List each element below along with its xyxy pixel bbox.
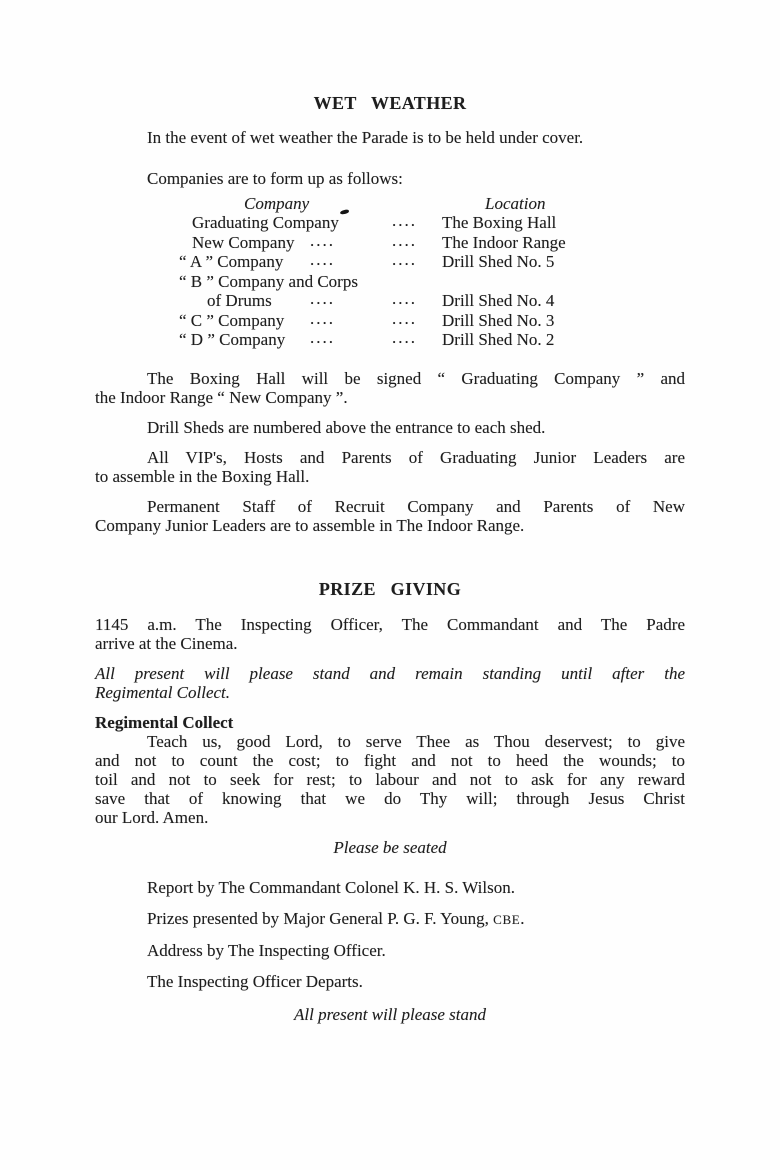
table-cell-location: Drill Shed No. 4 — [442, 291, 555, 310]
seated-notice: Please be seated — [333, 837, 447, 857]
form-up-line: Companies are to form up as follows: — [147, 169, 403, 188]
regimental-collect-text — [95, 732, 685, 827]
table-cell-company: of Drums — [207, 291, 272, 310]
table-row — [179, 328, 685, 350]
table-cell-location: The Indoor Range — [442, 232, 566, 252]
table-cell-location: The Boxing Hall — [442, 213, 557, 232]
paragraph-arrival — [95, 615, 685, 653]
paragraph-line: All present will please stand and remain standing until after the — [95, 663, 685, 683]
table-cell-company: Graduating Company — [192, 213, 339, 232]
table-cell-company: New Company — [192, 232, 295, 252]
regimental-collect-heading: Regimental Collect — [95, 712, 234, 732]
paragraph-line: Company Junior Leaders are to assemble in The Indoor Range. — [95, 515, 525, 535]
table-row — [179, 250, 685, 272]
dot-leader: .... — [310, 250, 335, 269]
table-header-location: Location — [485, 194, 546, 213]
paragraph-line: Permanent Staff of Recruit Company and Parents of New — [147, 496, 685, 516]
table-row — [179, 271, 685, 292]
paragraph-sheds: Drill Sheds are numbered above the entrance to each shed. — [147, 417, 546, 437]
dot-leader: .... — [310, 230, 335, 250]
table-cell-company: “ D ” Company — [179, 330, 286, 349]
table-row — [192, 213, 685, 233]
paragraph-line: The Boxing Hall will be signed “ Graduating Company ” and — [147, 368, 685, 388]
dot-leader: .... — [392, 289, 417, 308]
table-cell-location: Drill Shed No. 2 — [442, 330, 555, 349]
prizes-line-text: Prizes presented by Major General P. G. F. Young, — [147, 908, 494, 928]
table-header-company: Company — [244, 194, 310, 213]
table-cell-location: Drill Shed No. 5 — [442, 252, 555, 271]
table-row — [192, 230, 685, 253]
paragraph-vips — [95, 448, 685, 486]
table-header-row — [192, 194, 685, 213]
prize-giving-title: PRIZE GIVING — [318, 578, 462, 599]
paragraph-staff — [95, 497, 685, 535]
report-line: Report by The Commandant Colonel K. H. S. Wilson. — [147, 877, 515, 897]
prizes-line — [95, 909, 685, 929]
page-content — [95, 0, 685, 1024]
dot-leader: .... — [310, 289, 335, 308]
paragraph-line: and not to count the cost; to fight and not to heed the wounds; to — [95, 750, 685, 770]
address-line: Address by The Inspecting Officer. — [147, 940, 386, 960]
dot-leader: .... — [392, 250, 417, 269]
paragraph-line: toil and not to seek for rest; to labour and not to ask for any reward — [95, 769, 685, 789]
prizes-line-period: . — [520, 908, 525, 928]
paragraph-line: arrive at the Cinema. — [95, 633, 238, 653]
dot-leader: .... — [310, 308, 335, 328]
dot-leader: .... — [310, 328, 335, 347]
table-cell-company: “ A ” Company — [179, 252, 284, 271]
table-row — [192, 291, 685, 311]
paragraph-line: save that of knowing that we do Thy will; through Jesus Christ — [95, 788, 685, 808]
table-cell-location: Drill Shed No. 3 — [442, 310, 555, 330]
table-cell-company: “ B ” Company and Corps — [179, 271, 358, 291]
dot-leader: .... — [392, 328, 417, 347]
dot-leader: .... — [392, 308, 417, 328]
paragraph-line: the Indoor Range “ New Company ”. — [95, 387, 348, 407]
table-row — [179, 308, 685, 331]
company-location-table — [179, 194, 685, 350]
paragraph-line: to assemble in the Boxing Hall. — [95, 466, 310, 486]
paragraph-line: Regimental Collect. — [95, 682, 231, 702]
dot-leader: .... — [392, 230, 417, 250]
paragraph-signed — [95, 369, 685, 407]
paragraph-line: All VIP's, Hosts and Parents of Graduating Junior Leaders are — [147, 447, 685, 467]
paragraph-line: our Lord. Amen. — [95, 807, 209, 827]
paragraph-line: Teach us, good Lord, to serve Thee as Thou deservest; to give — [147, 731, 685, 751]
stand-notice — [95, 664, 685, 702]
stand-final-notice: All present will please stand — [293, 1004, 487, 1024]
wet-weather-intro: In the event of wet weather the Parade is to be held under cover. — [147, 128, 584, 147]
departs-line: The Inspecting Officer Departs. — [147, 971, 363, 991]
dot-leader: .... — [392, 211, 417, 230]
wet-weather-title: WET WEATHER — [313, 93, 467, 113]
honorific-cbe: CBE — [493, 911, 521, 927]
paragraph-line: 1145 a.m. The Inspecting Officer, The Commandant and The Padre — [95, 614, 685, 634]
table-cell-company: “ C ” Company — [179, 310, 285, 330]
